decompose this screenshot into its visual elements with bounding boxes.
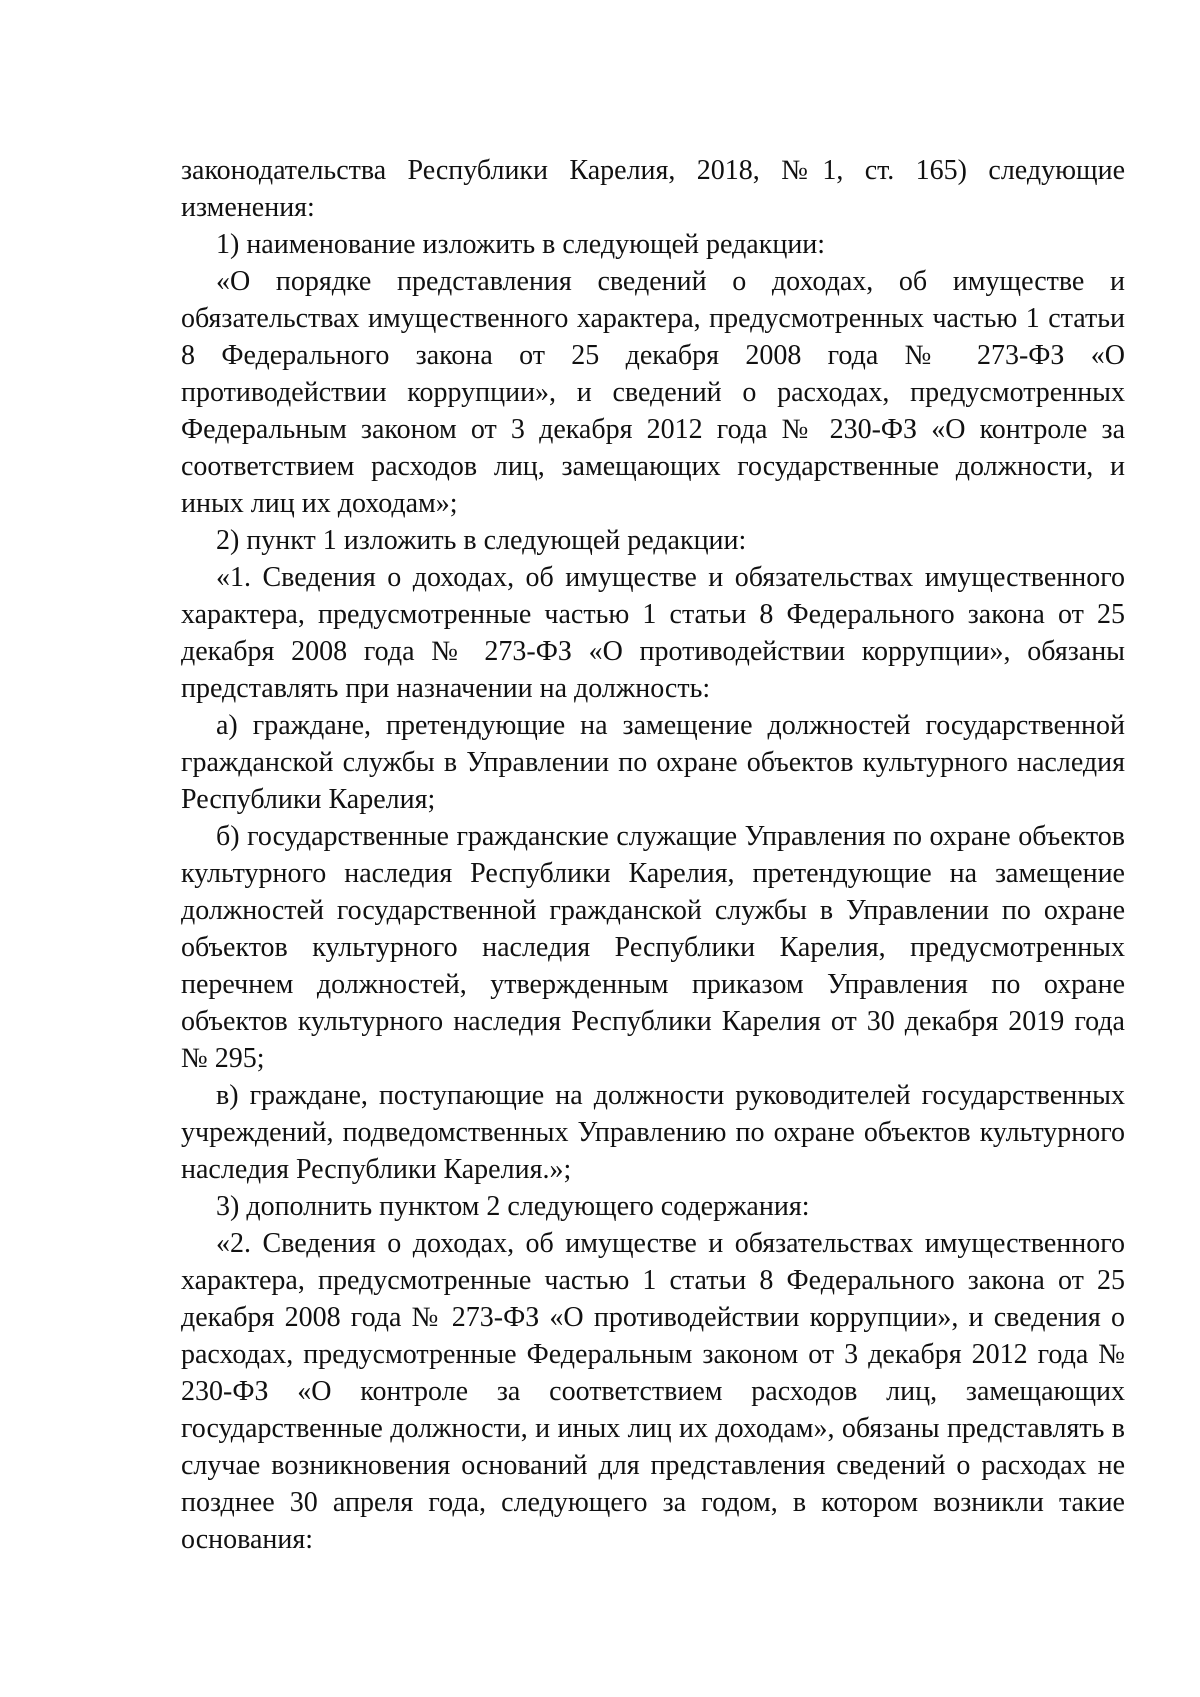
paragraph-continuation: законодательства Республики Карелия, 2018, №1, ст. 165) следующие изменения: <box>181 155 1125 223</box>
paragraph-item-2: 2) пункт 1 изложить в следующей редакции: <box>216 525 747 556</box>
paragraph-subitem-v: в) граждане, поступающие на должности руководителей государственных учреждений, подведомственных Управлению по охране объектов культурного наследия Республики Карелия.»; <box>181 1080 1125 1185</box>
paragraph-subitem-b: б) государственные гражданские служащие Управления по охране объектов культурного наследия Республики Карелия, претендующие на замещение должностей государственной гражданской службы в Управлении по охране объектов культурного наследия Республики Карелия, предусмотренных перечнем должностей, утвержденным приказом Управления по охране объектов культурного наследия Республики Карелия от 30 декабря 2019 года № 295; <box>181 821 1125 1074</box>
document-body <box>181 152 1125 1558</box>
paragraph-item-3: 3) дополнить пунктом 2 следующего содержания: <box>216 1191 810 1222</box>
paragraph-clause-1: «1. Сведения о доходах, об имуществе и обязательствах имущественного характера, предусмотренные частью 1 статьи 8 Федерального закона от 25 декабря 2008 года № 273-ФЗ «О противодействии коррупции», обязаны представлять при назначении на должность: <box>181 562 1125 704</box>
paragraph-subitem-a: а) граждане, претендующие на замещение должностей государственной гражданской службы в Управлении по охране объектов культурного наследия Республики Карелия; <box>181 710 1125 815</box>
paragraph-clause-2: «2. Сведения о доходах, об имуществе и обязательствах имущественного характера, предусмотренные частью 1 статьи 8 Федерального закона от 25 декабря 2008 года № 273-ФЗ «О противодействии коррупции», и сведения о расходах, предусмотренные Федеральным законом от 3 декабря 2012 года № 230-ФЗ «О контроле за соответствием расходов лиц, замещающих государственные должности, и иных лиц их доходам», обязаны представлять в случае возникновения оснований для представления сведений о расходах не позднее 30 апреля года, следующего за годом, в котором возникли такие основания: <box>181 1228 1125 1555</box>
paragraph-new-title: «О порядке представления сведений о доходах, об имуществе и обязательствах имущественного характера, предусмотренных частью 1 статьи 8 Федерального закона от 25 декабря 2008 года № 273-ФЗ «О противодействии коррупции», и сведений о расходах, предусмотренных Федеральным законом от 3 декабря 2012 года № 230-ФЗ «О контроле за соответствием расходов лиц, замещающих государственные должности, и иных лиц их доходам»; <box>181 266 1125 519</box>
paragraph-item-1: 1) наименование изложить в следующей редакции: <box>216 229 826 260</box>
